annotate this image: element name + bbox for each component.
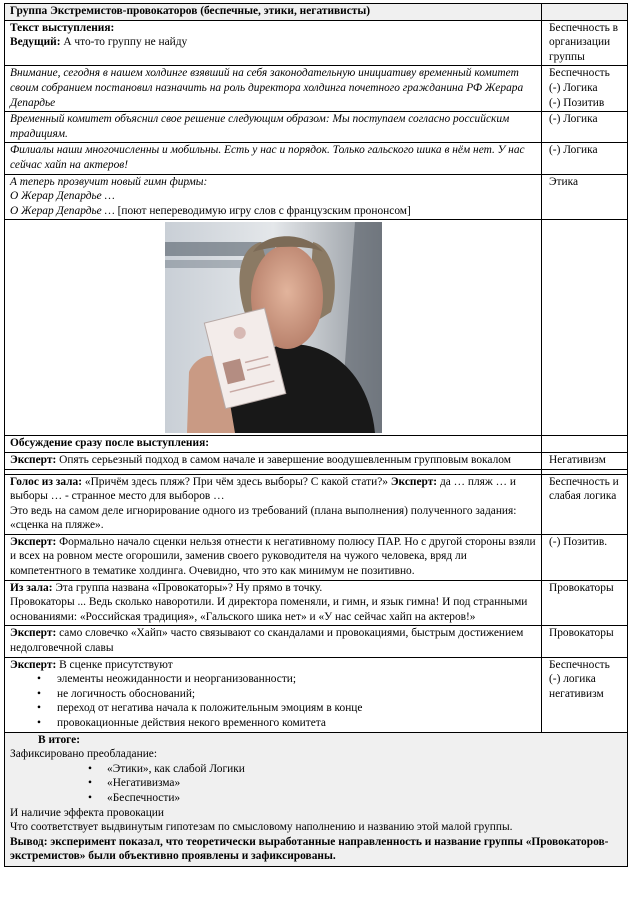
remark-bullets: [10, 672, 537, 730]
discussion-text: [5, 657, 542, 732]
remark-text: Формально начало сценки нельзя отнести к негативному полюсу ПАР. Но с другой стороны взяли и всех на ровном месте огорошили, заменив своего руководителя на чужого человека, вряд ли компетентного в тематике холдинга. Очевидно, что это как минимум не позитивно.: [10, 535, 536, 578]
list-item: • не логичность обоснований;: [10, 687, 537, 702]
list-item: • «Негативизма»: [10, 776, 623, 791]
group-title: Группа Экстремистов-провокаторов (беспечные, этики, негативисты): [5, 4, 542, 21]
tag-line: Беспечность: [549, 67, 610, 80]
speaker-label: Эксперт:: [10, 535, 57, 548]
anthem-row: [5, 174, 628, 220]
discussion-row: [5, 474, 628, 534]
photo-cell: [5, 220, 542, 436]
discussion-row: [5, 452, 628, 469]
discussion-tag: [542, 657, 628, 732]
discussion-label-row: [5, 436, 628, 453]
anthem-cell: [5, 174, 542, 220]
discussion-row: [5, 657, 628, 732]
photo-side-cell: [542, 220, 628, 436]
anthem-line: [10, 204, 537, 219]
discussion-label-side: [542, 436, 628, 453]
remark-line: Это ведь на самом деле игнорирование одного из требований (плана выполнения) полученного задания: «сценка на пляже».: [10, 504, 517, 532]
discussion-tag: Беспечность и слабая логика: [542, 474, 628, 534]
header-row: [5, 4, 628, 21]
tag-line: (-) Позитив: [549, 96, 605, 109]
speech-row: [5, 143, 628, 174]
header-right-cell: [542, 4, 628, 21]
discussion-text: [5, 580, 542, 626]
speech-host-cell: [5, 20, 542, 66]
discussion-tag: Провокаторы: [542, 626, 628, 657]
list-item: • элементы неожиданности и неорганизованности;: [10, 672, 537, 687]
list-item: • «Этики», как слабой Логики: [10, 762, 623, 777]
tag-line: негативизм: [549, 687, 604, 700]
remark-line: [10, 658, 537, 673]
remark-text: Опять серьезный подход в самом начале и завершение воодушевленным групповым вокалом: [56, 453, 511, 466]
tag-line: (-) Логика: [549, 81, 598, 94]
report-table: [4, 3, 628, 867]
speech-host-row: [5, 20, 628, 66]
discussion-tag: Провокаторы: [542, 580, 628, 626]
list-item: • провокационные действия некого временного комитета: [10, 716, 537, 731]
remark-text: само словечко «Хайп» часто связывают со скандалами и провокациями, быстрым достижением недолговечной славы: [10, 627, 524, 655]
speech-tag: [542, 66, 628, 112]
remark-text: Эта группа названа «Провокаторы»? Ну прямо в точку.: [52, 581, 323, 594]
anthem-note: [поют непереводимую игру слов с французским прононсом]: [117, 204, 411, 217]
speech-text: Филиалы наши многочисленны и мобильны. Есть у нас и порядок. Только гальского шика в нём нет. У нас сейчас хайп на актеров!: [5, 143, 542, 174]
anthem-line: О Жерар Депардье …: [10, 190, 115, 203]
speech-row: [5, 66, 628, 112]
host-line: [10, 35, 537, 50]
summary-line: Что соответствует выдвинутым гипотезам по смысловому наполнению и названию этой малой группы.: [10, 821, 513, 834]
discussion-row: [5, 580, 628, 626]
tag-line: (-) Логика: [549, 144, 598, 157]
list-item: • «Беспечности»: [10, 791, 623, 806]
discussion-text: [5, 534, 542, 580]
remark-line: [10, 581, 537, 596]
discussion-text: [5, 474, 542, 534]
speaker-label: Эксперт:: [390, 475, 438, 488]
discussion-label: Обсуждение сразу после выступления:: [5, 436, 542, 453]
speech-text: Внимание, сегодня в нашем холдинге взявший на себя законодательную инициативу временный комитет своим собранием постановил назначить на роль директора холдинга почетного гражданина РФ Жерара Депардье: [5, 66, 542, 112]
summary-list: [10, 762, 623, 806]
document: [4, 3, 627, 867]
list-item: • переход от негатива начала к положительным эмоциям в конце: [10, 701, 537, 716]
tag-line: (-) логика: [549, 673, 596, 686]
discussion-text: [5, 452, 542, 469]
speech-label: Текст выступления:: [10, 21, 115, 34]
anthem-line: А теперь прозвучит новый гимн фирмы:: [10, 175, 208, 188]
remark-text: В сценке присутствуют: [56, 658, 173, 671]
speaker-label: Эксперт:: [10, 453, 57, 466]
summary-intro: Зафиксировано преобладание:: [10, 748, 158, 761]
tag-line: Беспечность: [549, 658, 610, 671]
summary-cell: [5, 732, 628, 866]
speaker-label: Эксперт:: [10, 627, 57, 640]
speech-text: Временный комитет объяснил свое решение следующим образом: Мы поступаем согласно российским традициям.: [5, 112, 542, 143]
discussion-tag: (-) Позитив.: [542, 534, 628, 580]
photo: [165, 222, 382, 433]
discussion-row: [5, 626, 628, 657]
anthem-tag: Этика: [542, 174, 628, 220]
host-text: А что-то группу не найду: [60, 36, 188, 49]
speech-row: [5, 112, 628, 143]
photo-row: [5, 220, 628, 436]
discussion-tag: Негативизм: [542, 452, 628, 469]
remark-line: Провокаторы ... Ведь сколько наворотили. И директора поменяли, и гимн, и язык гимна! И под странными основаниями: «Российская традиция», «Гальского шика нет» и «У нас сейчас хайп на актеров!»: [10, 596, 528, 623]
summary-title: В итоге:: [38, 733, 81, 746]
remark-text: да … пляж … и выборы … - странное место для выборов …: [10, 475, 516, 503]
speaker-label: Из зала:: [10, 581, 53, 594]
tag-line: (-) Логика: [549, 113, 598, 126]
discussion-text: [5, 626, 542, 657]
conclusion: Вывод: эксперимент показал, что теоретически выработанные направленность и название группы «Провокаторов-экстремистов» были объективно проявлены и зафиксированы.: [10, 835, 609, 863]
summary-row: [5, 732, 628, 866]
remark-line: [10, 475, 537, 504]
summary-line: И наличие эффекта провокации: [10, 806, 164, 819]
remark-text: «Причём здесь пляж? При чём здесь выборы? С какой стати?»: [82, 475, 391, 488]
host-tag: Беспечность в организации группы: [542, 20, 628, 66]
speech-tag: [542, 143, 628, 174]
discussion-row: [5, 534, 628, 580]
host-label: Ведущий:: [10, 36, 61, 49]
anthem-italic: О Жерар Депардье …: [10, 204, 118, 217]
speaker-label: Голос из зала:: [10, 475, 83, 488]
speaker-label: Эксперт:: [10, 658, 57, 671]
speech-tag: [542, 112, 628, 143]
